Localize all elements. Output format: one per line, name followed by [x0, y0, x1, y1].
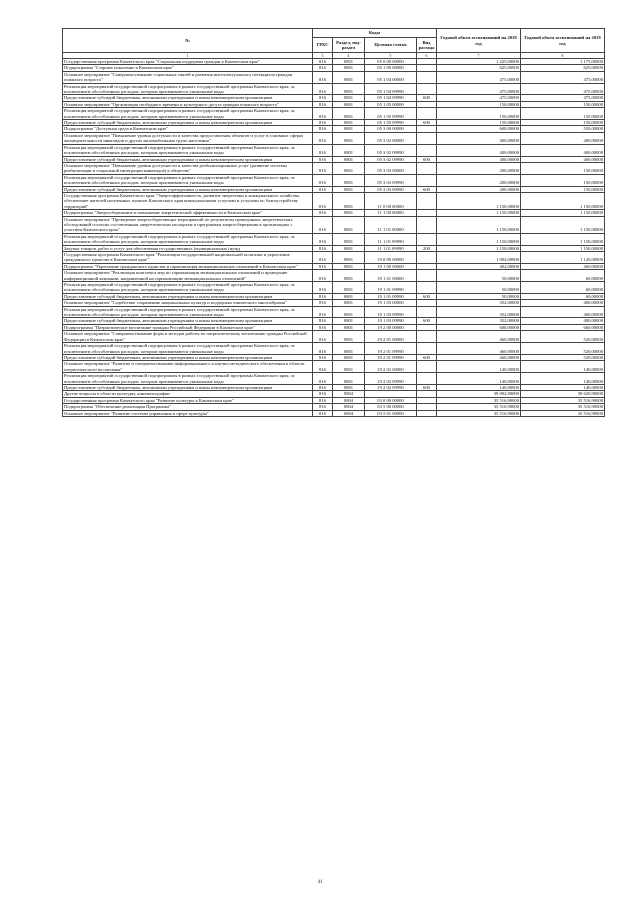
row-amount-2019: 35 516,90000	[521, 397, 605, 403]
row-section: 0801	[333, 95, 365, 101]
row-expense-type	[417, 306, 437, 318]
row-section: 0804	[333, 391, 365, 397]
row-amount-2018: 400,00000	[437, 132, 521, 144]
row-amount-2018: 475,00000	[437, 83, 521, 95]
row-section: 0801	[333, 132, 365, 144]
row-section: 0804	[333, 397, 365, 403]
row-target-article: 19 1 03 00000	[365, 300, 417, 306]
row-amount-2018: 475,00000	[437, 95, 521, 101]
row-name: Предоставление субсидий бюджетным, автономным учреждениям и иным некоммерческим организациям	[63, 384, 313, 390]
row-section: 0801	[333, 156, 365, 162]
row-amount-2018: 140,00000	[437, 361, 521, 373]
row-name: Реализация мероприятий государственной подпрограммы в рамках государственной программы Камчатского края, за исключением обособленных расходов, которым присваиваются уникальные коды	[63, 174, 313, 186]
row-section: 0801	[333, 293, 365, 299]
row-amount-2018: 35 516,90000	[437, 397, 521, 403]
row-grbs: 816	[313, 397, 333, 403]
table-row	[63, 144, 605, 156]
row-grbs: 816	[313, 216, 333, 233]
row-section: 0804	[333, 410, 365, 416]
row-amount-2019: 400,00000	[521, 306, 605, 318]
row-expense-type	[417, 270, 437, 282]
row-grbs: 816	[313, 71, 333, 83]
row-amount-2018: 140,00000	[437, 373, 521, 385]
row-grbs: 816	[313, 101, 333, 107]
row-name: Государственная программа Камчатского края "Развитие культуры в Камчатском крае"	[63, 397, 313, 403]
row-amount-2019: 35 516,90000	[521, 410, 605, 416]
row-amount-2019: 520,00000	[521, 331, 605, 343]
row-target-article: 05 3 02 00000	[365, 132, 417, 144]
header-index: 7	[437, 53, 521, 59]
row-expense-type: 600	[417, 293, 437, 299]
table-row	[63, 108, 605, 120]
table-row	[63, 270, 605, 282]
row-amount-2019: 400,00000	[521, 144, 605, 156]
row-expense-type	[417, 71, 437, 83]
table-row	[63, 331, 605, 343]
row-expense-type: 600	[417, 318, 437, 324]
row-name: Государственная программа Камчатского края "Энергоэффективность, развитие энергетики и коммунального хозяйства, обеспечение жителей населенных пунктов Камчатского края коммунальными услугами и услугами по благоустройству территорий"	[63, 192, 313, 209]
row-expense-type: 600	[417, 95, 437, 101]
row-amount-2019: 150,00000	[521, 174, 605, 186]
row-target-article: 05 1 05 09990	[365, 120, 417, 126]
row-name: Реализация мероприятий государственной подпрограммы в рамках государственной программы Камчатского края, за исключением обособленных расходов, которым присваиваются уникальные коды	[63, 108, 313, 120]
row-amount-2019: 400,00000	[521, 156, 605, 162]
table-row	[63, 192, 605, 209]
row-name: Подпрограмма "Обеспечение реализации Программы"	[63, 404, 313, 410]
row-target-article: 11 1 01 00000	[365, 216, 417, 233]
row-grbs: 816	[313, 263, 333, 269]
row-target-article: 05 1 05 00000	[365, 101, 417, 107]
row-section: 0801	[333, 101, 365, 107]
row-target-article: 03 0 00 00000	[365, 397, 417, 403]
row-amount-2019: 60,00000	[521, 293, 605, 299]
row-target-article: 19 2 01 09990	[365, 343, 417, 355]
row-target-article: 19 2 01 09990	[365, 354, 417, 360]
row-grbs: 816	[313, 373, 333, 385]
row-grbs: 816	[313, 318, 333, 324]
row-name: Предоставление субсидий бюджетным, автономным учреждениям и иным некоммерческим организациям	[63, 95, 313, 101]
row-grbs: 816	[313, 391, 333, 397]
row-section: 0801	[333, 126, 365, 132]
header-2019: Годовой объем ассигнований на 2019 год	[521, 29, 605, 53]
table-row	[63, 216, 605, 233]
row-name: Закупка товаров, работ и услуг для обеспечения государственных (муниципальных) нужд	[63, 245, 313, 251]
row-amount-2019: 1 150,00000	[521, 210, 605, 216]
row-name: Другие вопросы в области культуры, кинематографии	[63, 391, 313, 397]
row-amount-2018: 352,00000	[437, 306, 521, 318]
row-section: 0801	[333, 252, 365, 264]
row-grbs: 816	[313, 144, 333, 156]
row-amount-2018: 1 150,00000	[437, 233, 521, 245]
row-amount-2018: 1 225,00000	[437, 59, 521, 65]
row-amount-2019: 39 620,90000	[521, 391, 605, 397]
row-section: 0801	[333, 120, 365, 126]
row-section: 0801	[333, 174, 365, 186]
row-name: Предоставление субсидий бюджетным, автономным учреждениям и иным некоммерческим организациям	[63, 186, 313, 192]
row-target-article: 03 5 00 00000	[365, 404, 417, 410]
row-amount-2018: 200,00000	[437, 174, 521, 186]
table-row	[63, 306, 605, 318]
row-name: Подпрограмма "Патриотическое воспитание граждан Российской Федерации в Камчатском крае"	[63, 324, 313, 330]
row-grbs: 816	[313, 126, 333, 132]
row-grbs: 816	[313, 361, 333, 373]
row-amount-2019: 140,00000	[521, 361, 605, 373]
table-row	[63, 71, 605, 83]
row-section: 0801	[333, 186, 365, 192]
row-amount-2018: 400,00000	[437, 144, 521, 156]
row-target-article: 05 3 03 09990	[365, 174, 417, 186]
row-amount-2019: 140,00000	[521, 373, 605, 385]
row-expense-type: 200	[417, 245, 437, 251]
row-amount-2019: 400,00000	[521, 318, 605, 324]
row-target-article: 11 1 01 09990	[365, 233, 417, 245]
row-amount-2018: 50,00000	[437, 282, 521, 294]
row-grbs: 816	[313, 132, 333, 144]
row-amount-2018: 35 516,90000	[437, 404, 521, 410]
row-section: 0801	[333, 306, 365, 318]
row-amount-2018: 140,00000	[437, 384, 521, 390]
row-expense-type: 600	[417, 384, 437, 390]
header-expense-type: Вид расхода	[417, 38, 437, 53]
row-amount-2018: 475,00000	[437, 71, 521, 83]
row-expense-type	[417, 282, 437, 294]
row-amount-2019: 475,00000	[521, 83, 605, 95]
table-row	[63, 83, 605, 95]
row-amount-2018: 1 150,00000	[437, 210, 521, 216]
row-name: Подпрограмма "Старшее поколение в Камчатском крае"	[63, 65, 313, 71]
row-amount-2018: 35 516,90000	[437, 410, 521, 416]
row-amount-2019: 460,00000	[521, 263, 605, 269]
row-section: 0801	[333, 210, 365, 216]
row-section: 0801	[333, 331, 365, 343]
row-amount-2018: 50,00000	[437, 270, 521, 282]
row-amount-2018: 352,00000	[437, 318, 521, 324]
row-amount-2019: 625,00000	[521, 65, 605, 71]
row-amount-2018: 150,00000	[437, 120, 521, 126]
row-name: Государственная программа Камчатского края "Реализация государственной национальной политики и укрепление гражданского единства в Камчатском крае"	[63, 252, 313, 264]
row-target-article: 19 1 01 00000	[365, 270, 417, 282]
row-target-article: 05 1 04 09990	[365, 95, 417, 101]
row-grbs: 816	[313, 156, 333, 162]
row-target-article: 19 0 00 00000	[365, 252, 417, 264]
row-section: 0801	[333, 343, 365, 355]
row-target-article: 19 1 03 09990	[365, 318, 417, 324]
row-section: 0801	[333, 162, 365, 174]
row-amount-2019: 475,00000	[521, 71, 605, 83]
row-amount-2018: 625,00000	[437, 65, 521, 71]
row-amount-2018: 402,00000	[437, 263, 521, 269]
row-name: Реализация мероприятий государственной подпрограммы в рамках государственной программы Камчатского края, за исключением обособленных расходов, которым присваиваются уникальные коды	[63, 282, 313, 294]
table-row	[63, 373, 605, 385]
row-name: Реализация мероприятий государственной подпрограммы в рамках государственной программы Камчатского края, за исключением обособленных расходов, которым присваиваются уникальные коды	[63, 343, 313, 355]
row-grbs: 816	[313, 83, 333, 95]
row-amount-2019: 35 516,90000	[521, 404, 605, 410]
row-amount-2019: 660,00000	[521, 324, 605, 330]
row-amount-2018: 400,00000	[437, 156, 521, 162]
row-amount-2019: 150,00000	[521, 162, 605, 174]
row-target-article: 05 3 02 09990	[365, 156, 417, 162]
row-grbs: 816	[313, 252, 333, 264]
row-grbs: 816	[313, 245, 333, 251]
row-target-article: 19 2 01 00000	[365, 331, 417, 343]
row-amount-2018: 150,00000	[437, 108, 521, 120]
table-row	[63, 282, 605, 294]
row-amount-2019: 150,00000	[521, 108, 605, 120]
row-section: 0801	[333, 245, 365, 251]
row-name: Основное мероприятие "Повышение уровня доступности и качества реабилитационных услуг (развитие системы реабилитации и социальной интеграции инвалидов) в обществе"	[63, 162, 313, 174]
page-number: 41	[317, 880, 323, 885]
row-grbs: 816	[313, 343, 333, 355]
table-row	[63, 174, 605, 186]
row-section: 0801	[333, 270, 365, 282]
row-amount-2019: 150,00000	[521, 120, 605, 126]
row-amount-2018: 600,00000	[437, 324, 521, 330]
row-grbs: 816	[313, 404, 333, 410]
row-name: Основное мероприятие "Проведение энергосберегающих мероприятий по результатам проведенных энергетических обследований согласно составленным энергетическим паспортам и программам энергосбережения в организациях с участием Камчатского края"	[63, 216, 313, 233]
row-amount-2018: 150,00000	[437, 101, 521, 107]
row-grbs: 816	[313, 162, 333, 174]
row-section: 0801	[333, 144, 365, 156]
row-grbs: 816	[313, 174, 333, 186]
row-expense-type: 600	[417, 156, 437, 162]
row-name: Предоставление субсидий бюджетным, автономным учреждениям и иным некоммерческим организациям	[63, 354, 313, 360]
row-grbs: 816	[313, 384, 333, 390]
row-section: 0804	[333, 404, 365, 410]
table-row	[63, 410, 605, 416]
row-name: Основное мероприятие "Повышение уровня доступности и качества предоставления объектов и услуг в основных сферах жизнедеятельности инвалидов и других маломобильных групп населения"	[63, 132, 313, 144]
header-index: 5	[365, 53, 417, 59]
row-expense-type	[417, 144, 437, 156]
row-amount-2019: 400,00000	[521, 132, 605, 144]
row-section: 0801	[333, 361, 365, 373]
row-target-article: 19 1 01 09990	[365, 293, 417, 299]
row-name: Основное мероприятие "Реализация комплекса мер по гармонизации межнациональных отношений и проведение информационной кампании, направленной на гармонизацию межнациональных отношений"	[63, 270, 313, 282]
header-target-article: Целевая статья	[365, 38, 417, 53]
row-amount-2019: 60,00000	[521, 270, 605, 282]
row-section: 0801	[333, 300, 365, 306]
row-name: Подпрограмма "Укрепление гражданского единства и гармонизация межнациональных отношений в Камчатском крае"	[63, 263, 313, 269]
row-name: Государственная программа Камчатского края "Социальная поддержка граждан в Камчатском крае"	[63, 59, 313, 65]
row-target-article: 19 2 00 00000	[365, 324, 417, 330]
row-grbs: 816	[313, 410, 333, 416]
row-name: Реализация мероприятий государственной подпрограммы в рамках государственной программы Камчатского края, за исключением обособленных расходов, которым присваиваются уникальные коды	[63, 83, 313, 95]
row-target-article: 05 1 00 00000	[365, 65, 417, 71]
row-name: Предоставление субсидий бюджетным, автономным учреждениям и иным некоммерческим организациям	[63, 293, 313, 299]
row-target-article: 11 1 00 00000	[365, 210, 417, 216]
row-amount-2019: 1 150,00000	[521, 245, 605, 251]
row-section: 0801	[333, 384, 365, 390]
row-expense-type	[417, 373, 437, 385]
row-target-article: 19 2 02 09990	[365, 384, 417, 390]
row-section: 0801	[333, 65, 365, 71]
row-target-article: 05 0 00 00000	[365, 59, 417, 65]
table-row	[63, 162, 605, 174]
row-name: Основное мероприятие "Развитие и совершенствование информационного и научно-методического обеспечения в области патриотического воспитания"	[63, 361, 313, 373]
row-amount-2018: 1 150,00000	[437, 245, 521, 251]
row-name: Реализация мероприятий государственной подпрограммы в рамках государственной программы Камчатского края, за исключением обособленных расходов, которым присваиваются уникальные коды	[63, 373, 313, 385]
row-amount-2019: 1 175,00000	[521, 59, 605, 65]
row-amount-2019: 400,00000	[521, 300, 605, 306]
row-grbs: 816	[313, 210, 333, 216]
row-grbs: 816	[313, 95, 333, 101]
row-target-article: 05 3 03 09990	[365, 186, 417, 192]
row-section: 0801	[333, 282, 365, 294]
row-amount-2018: 460,00000	[437, 331, 521, 343]
row-target-article: 05 3 03 00000	[365, 162, 417, 174]
row-target-article: 19 1 01 09990	[365, 282, 417, 294]
row-target-article: 11 0 00 00000	[365, 192, 417, 209]
row-amount-2018: 1 150,00000	[437, 192, 521, 209]
row-grbs: 816	[313, 233, 333, 245]
row-name: Основное мероприятие "Совершенствование социальных связей и развития интеллектуального потенциала граждан пожилого возраста"	[63, 71, 313, 83]
row-section: 0801	[333, 233, 365, 245]
row-amount-2018: 460,00000	[437, 354, 521, 360]
row-amount-2019: 475,00000	[521, 95, 605, 101]
row-amount-2019: 520,00000	[521, 354, 605, 360]
row-section: 0801	[333, 192, 365, 209]
row-section: 0801	[333, 318, 365, 324]
row-grbs: 816	[313, 59, 333, 65]
header-section: Раздел, под-раздел	[333, 38, 365, 53]
row-expense-type	[417, 410, 437, 416]
row-section: 0801	[333, 354, 365, 360]
row-target-article: 05 1 04 09990	[365, 83, 417, 95]
header-grbs: ГРБС	[313, 38, 333, 53]
row-section: 0801	[333, 324, 365, 330]
row-name: Предоставление субсидий бюджетным, автономным учреждениям и иным некоммерческим организациям	[63, 156, 313, 162]
row-name: Реализация мероприятий государственной подпрограммы в рамках государственной программы Камчатского края, за исключением обособленных расходов, которым присваиваются уникальные коды	[63, 306, 313, 318]
row-expense-type	[417, 83, 437, 95]
row-section: 0801	[333, 108, 365, 120]
row-amount-2018: 39 092,90000	[437, 391, 521, 397]
row-expense-type	[417, 331, 437, 343]
row-section: 0801	[333, 216, 365, 233]
table-row	[63, 132, 605, 144]
row-target-article: 19 2 02 00000	[365, 361, 417, 373]
header-index: 1	[63, 53, 313, 59]
table-body	[63, 59, 605, 417]
row-grbs: 816	[313, 282, 333, 294]
row-expense-type	[417, 162, 437, 174]
row-expense-type	[417, 233, 437, 245]
row-name: Реализация мероприятий государственной подпрограммы в рамках государственной программы Камчатского края, за исключением обособленных расходов, которым присваиваются уникальные коды	[63, 233, 313, 245]
header-index: 8	[521, 53, 605, 59]
row-target-article: 19 2 02 09990	[365, 373, 417, 385]
row-expense-type	[417, 108, 437, 120]
row-amount-2019: 1 150,00000	[521, 216, 605, 233]
row-target-article: 05 1 04 00000	[365, 71, 417, 83]
row-target-article: 03 5 01 00000	[365, 410, 417, 416]
row-amount-2018: 1 002,00000	[437, 252, 521, 264]
row-grbs: 816	[313, 331, 333, 343]
header-2018: Годовой объем ассигнований на 2018 год	[437, 29, 521, 53]
row-grbs: 816	[313, 293, 333, 299]
row-amount-2018: 1 150,00000	[437, 216, 521, 233]
row-grbs: 816	[313, 270, 333, 282]
row-amount-2018: 200,00000	[437, 162, 521, 174]
row-target-article: 19 1 00 00000	[365, 263, 417, 269]
row-name: Основное мероприятие "Организация свободного времени и культурного досуга граждан пожилого возраста"	[63, 101, 313, 107]
row-grbs: 816	[313, 120, 333, 126]
row-expense-type: 600	[417, 186, 437, 192]
row-grbs: 816	[313, 65, 333, 71]
row-grbs: 816	[313, 354, 333, 360]
header-index: 4	[333, 53, 365, 59]
row-amount-2018: 352,00000	[437, 300, 521, 306]
row-grbs: 816	[313, 306, 333, 318]
row-amount-2019: 520,00000	[521, 343, 605, 355]
row-expense-type	[417, 174, 437, 186]
header-index: 6	[417, 53, 437, 59]
row-amount-2018: 460,00000	[437, 343, 521, 355]
row-name: Основное мероприятие "Совершенствование форм и методов работы по патриотическому воспитанию граждан Российской Федерации в Камчатском крае"	[63, 331, 313, 343]
row-expense-type	[417, 252, 437, 264]
row-amount-2019: 150,00000	[521, 186, 605, 192]
row-amount-2019: 1 150,00000	[521, 192, 605, 209]
row-expense-type: 600	[417, 120, 437, 126]
row-name: Подпрограмма "Энергосбережение и повышение энергетической эффективности в Камчатском крае"	[63, 210, 313, 216]
row-target-article: 05 1 05 09990	[365, 108, 417, 120]
table-row	[63, 252, 605, 264]
row-section: 0801	[333, 71, 365, 83]
row-grbs: 816	[313, 300, 333, 306]
row-amount-2019: 150,00000	[521, 101, 605, 107]
row-grbs: 816	[313, 192, 333, 209]
row-section: 0801	[333, 83, 365, 95]
header-codes: Коды	[313, 29, 437, 38]
row-expense-type: 600	[417, 354, 437, 360]
row-expense-type	[417, 132, 437, 144]
table-row	[63, 343, 605, 355]
budget-table	[62, 28, 605, 417]
table-row	[63, 233, 605, 245]
row-grbs: 816	[313, 324, 333, 330]
row-amount-2018: 200,00000	[437, 186, 521, 192]
row-amount-2019: 60,00000	[521, 282, 605, 294]
row-grbs: 816	[313, 186, 333, 192]
row-section: 0801	[333, 373, 365, 385]
row-amount-2019: 140,00000	[521, 384, 605, 390]
row-expense-type	[417, 216, 437, 233]
row-target-article: 05 3 00 00000	[365, 126, 417, 132]
row-amount-2019: 1 150,00000	[521, 233, 605, 245]
row-name: Реализация мероприятий государственной подпрограммы в рамках государственной программы Камчатского края, за исключением обособленных расходов, которым присваиваются уникальные коды	[63, 144, 313, 156]
row-section: 0801	[333, 59, 365, 65]
row-expense-type	[417, 192, 437, 209]
row-target-article: 19 1 03 09990	[365, 306, 417, 318]
row-name: Основное мероприятие "Содействие сохранению национальных культур и поддержка этнического многообразия"	[63, 300, 313, 306]
row-amount-2018: 50,00000	[437, 293, 521, 299]
row-expense-type	[417, 361, 437, 373]
row-name: Основное мероприятие "Развитие системы управления в сфере культуры"	[63, 410, 313, 416]
row-name: Предоставление субсидий бюджетным, автономным учреждениям и иным некоммерческим организациям	[63, 318, 313, 324]
row-section: 0801	[333, 263, 365, 269]
row-name: Предоставление субсидий бюджетным, автономным учреждениям и иным некоммерческим организациям	[63, 120, 313, 126]
header-num: №	[63, 29, 313, 53]
row-amount-2019: 550,00000	[521, 126, 605, 132]
row-name: Подпрограмма "Доступная среда в Камчатском крае"	[63, 126, 313, 132]
row-amount-2018: 600,00000	[437, 126, 521, 132]
row-expense-type	[417, 343, 437, 355]
row-amount-2019: 1 120,00000	[521, 252, 605, 264]
row-target-article: 05 3 02 09990	[365, 144, 417, 156]
header-index: 3	[313, 53, 333, 59]
row-target-article: 11 1 01 09990	[365, 245, 417, 251]
row-grbs: 816	[313, 108, 333, 120]
table-row	[63, 361, 605, 373]
